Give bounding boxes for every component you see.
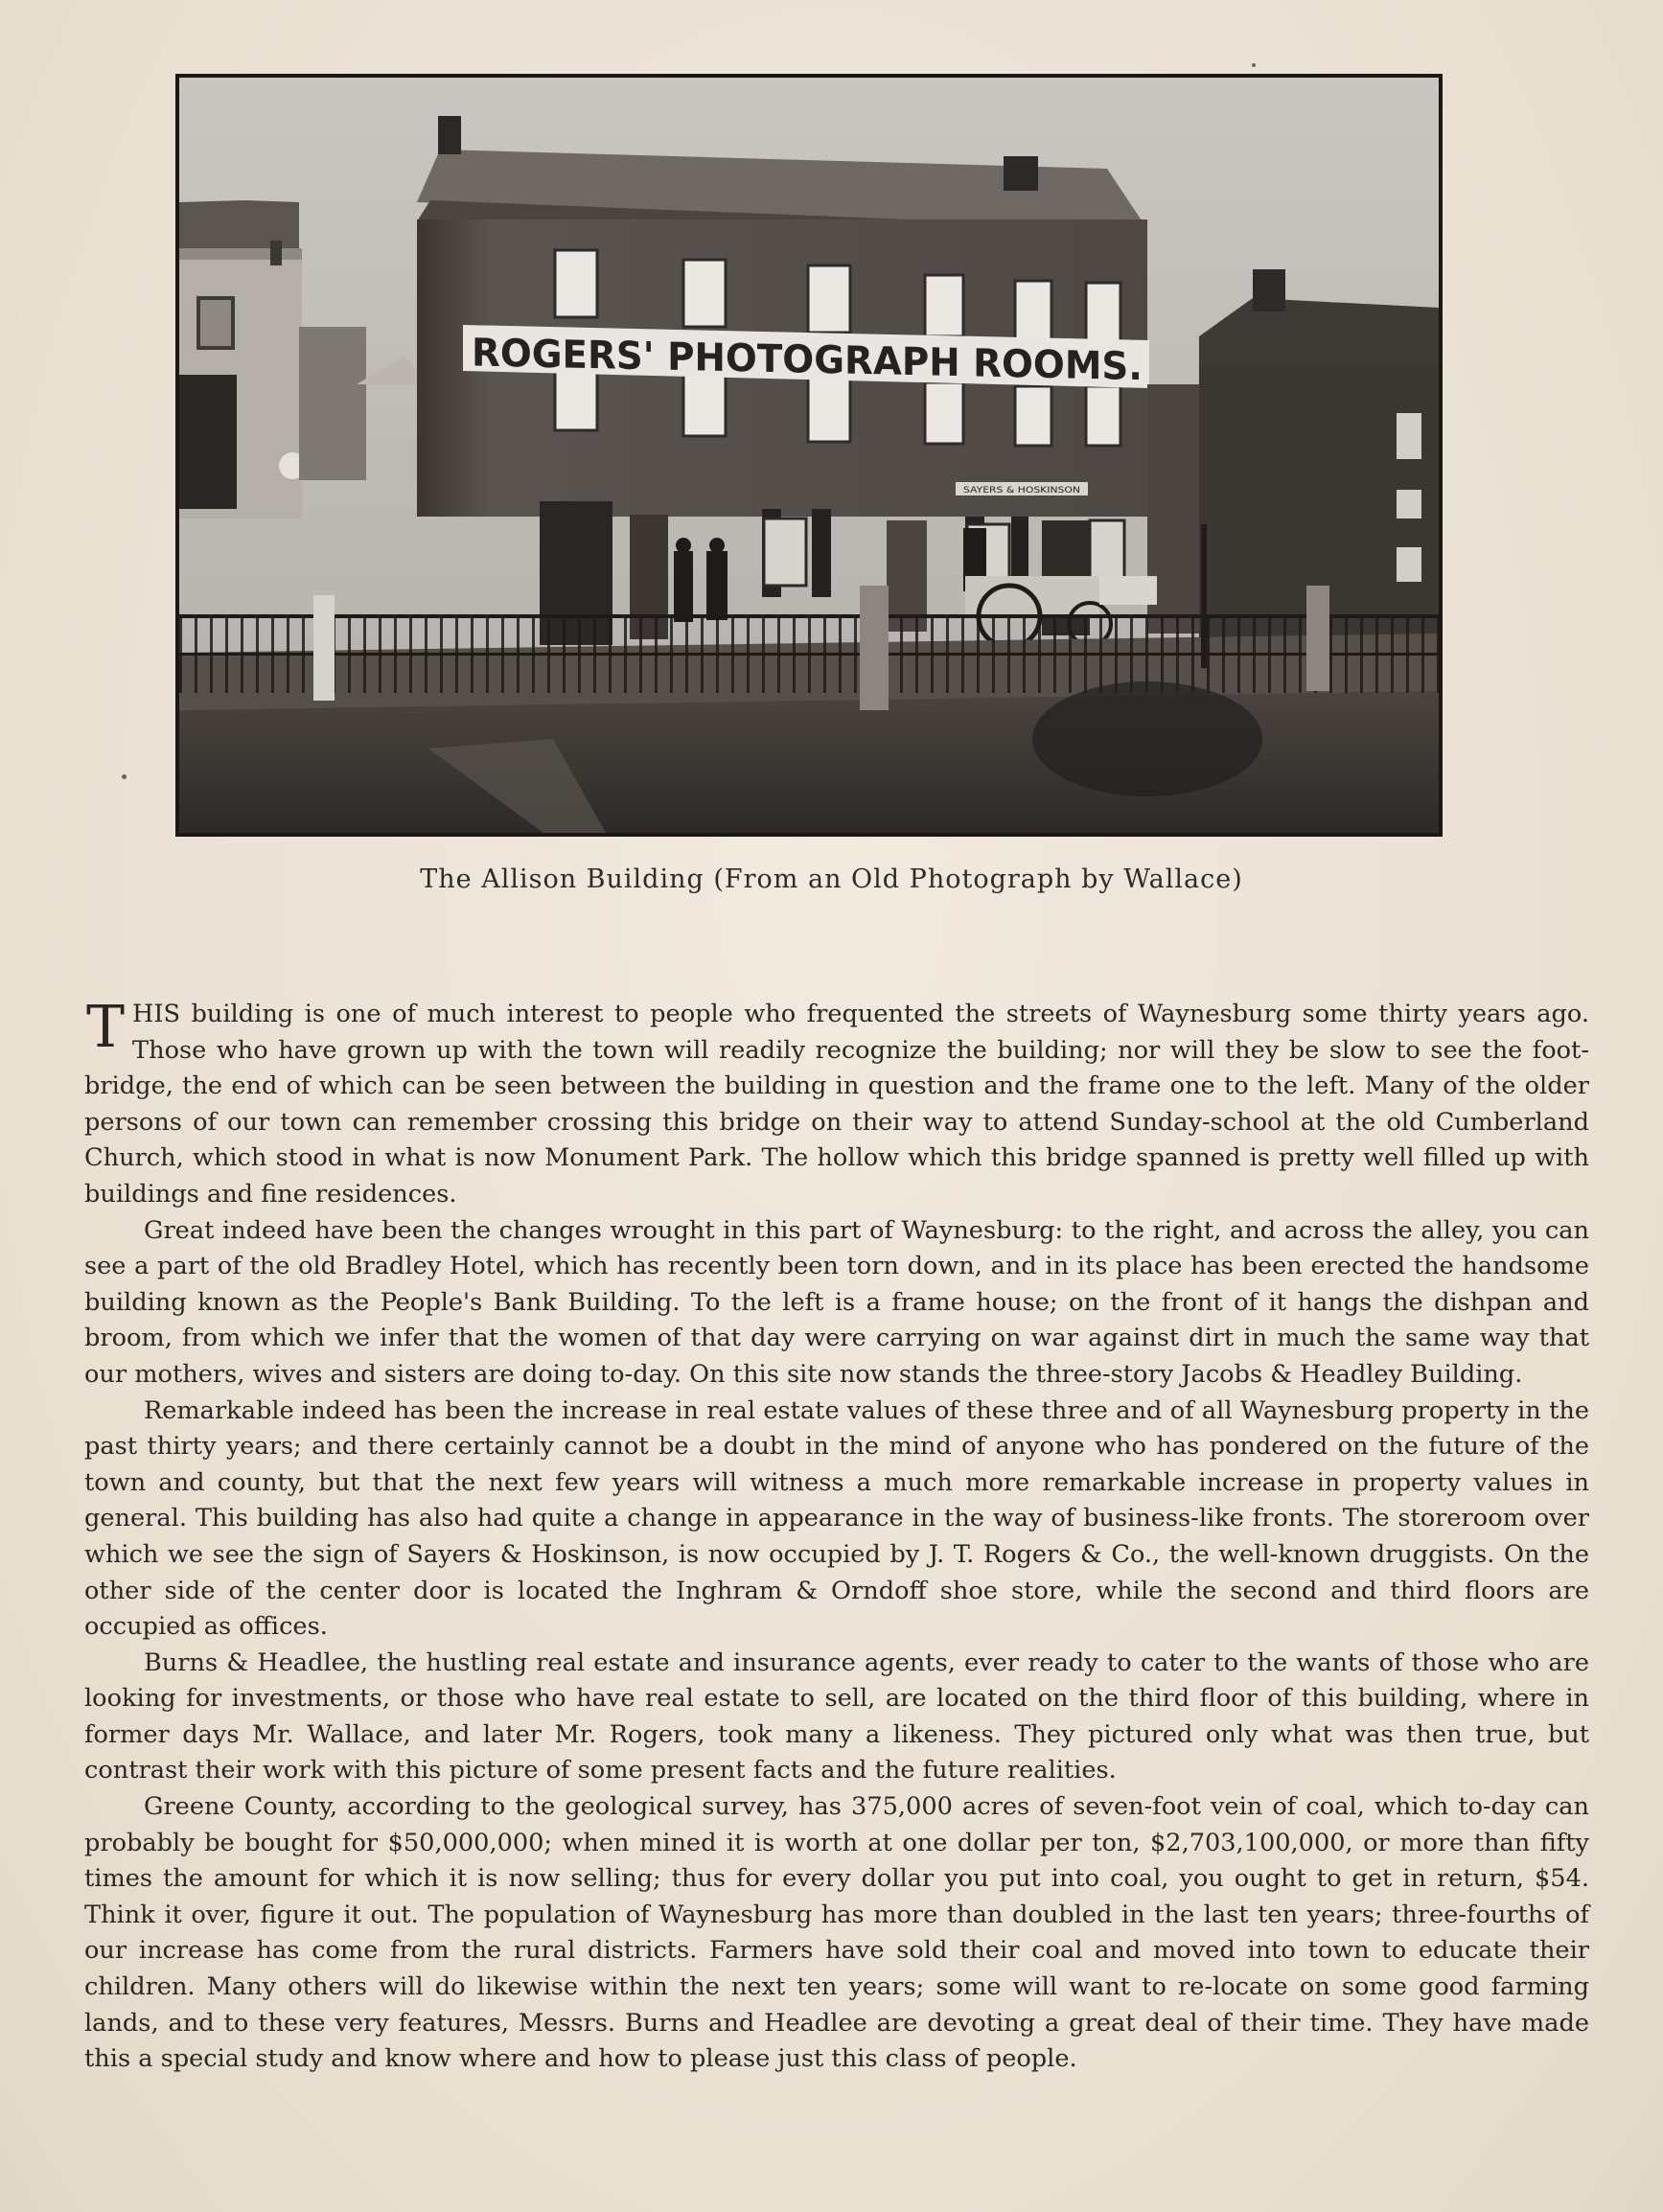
photo-sign-store: SAYERS & HOSKINSON bbox=[963, 486, 1080, 495]
article-paragraph: Remarkable indeed has been the increase in real estate values of these three and of all Waynesburg property in the past thirty years; and there certainly cannot be a doubt in the mind of anyone who has pondered on the future of the town and county, but that the next few years will witness a much more remarkable increase in property values in general. This building has also had quite a change in appearance in the way of business-like fronts. The storeroom over which we see the sign of Sayers & Hoskinson, is now occupied by J. T. Rogers & Co., the well-known druggists. On the other side of the center door is located the Inghram & Orndoff shoe store, while the second and third floors are occupied as offices. bbox=[84, 1395, 1589, 1642]
frame-house-left bbox=[179, 200, 306, 518]
article-paragraph: Burns & Headlee, the hustling real estate and insurance agents, ever ready to cater to the wants of those who are looking for investments, or those who have real estate to sell, are located on the third floor of this building, where in former days Mr. Wallace, and later Mr. Rogers, took many a likeness. They pictured only what was then true, but contrast their work with this picture of some present facts and the future realities. bbox=[84, 1647, 1589, 1786]
article-paragraph bbox=[84, 994, 1589, 1213]
paper-speck bbox=[1252, 63, 1256, 67]
drop-cap: T bbox=[86, 994, 126, 1061]
article-paragraph: Great indeed have been the changes wrought in this part of Waynesburg: to the right, and across the alley, you can see a part of the old Bradley Hotel, which has recently been torn down, and in its place has been erected the handsome building known as the People's Bank Building. To the left is a frame house; on the front of it hangs the dishpan and broom, from which we infer that the women of that day were carrying on war against dirt in much the same way that our mothers, wives and sisters are doing to-day. On this site now stands the three-story Jacobs & Headley Building. bbox=[84, 1215, 1589, 1389]
paper-speck bbox=[122, 774, 127, 779]
allison-building-photo bbox=[179, 78, 1439, 833]
photo-sign-main: ROGERS' PHOTOGRAPH ROOMS. bbox=[472, 331, 1165, 390]
article-body bbox=[84, 994, 1589, 2078]
first-paragraph-text: HIS building is one of much interest to people who frequented the streets of Waynesburg some thirty years ago. Those who have grown up with the town will readily recognize the building; nor will they be slow to see the foot-bridge, the end of which can be seen between the building in question and the frame one to the left. Many of the older persons of our town can remember crossing this bridge on their way to attend Sunday-school at the old Cumberland Church, which stood in what is now Monument Park. The hollow which this bridge spanned is pretty well filled up with buildings and fine residences. bbox=[84, 1000, 1589, 1209]
photo-caption: The Allison Building (From an Old Photograph by Wallace) bbox=[420, 864, 1243, 894]
article-paragraph: Greene County, according to the geological survey, has 375,000 acres of seven-foot vein of coal, which to-day can probably be bought for $50,000,000; when mined it is worth at one dollar per ton, $2,703,100,000, or more than fifty times the amount for which it is now selling; thus for every dollar you put into coal, you ought to get in return, $54. Think it over, figure it out. The population of Waynesburg has more than doubled in the last ten years; three-fourths of our increase has come from the rural districts. Farmers have sold their coal and moved into town to educate their children. Many others will do likewise within the next ten years; some will want to re-locate on some good farming lands, and to these very features, Messrs. Burns and Headlee are devoting a great deal of their time. They have made this a special study and know where and how to please just this class of people. bbox=[84, 1792, 1589, 2074]
photograph bbox=[175, 74, 1443, 837]
